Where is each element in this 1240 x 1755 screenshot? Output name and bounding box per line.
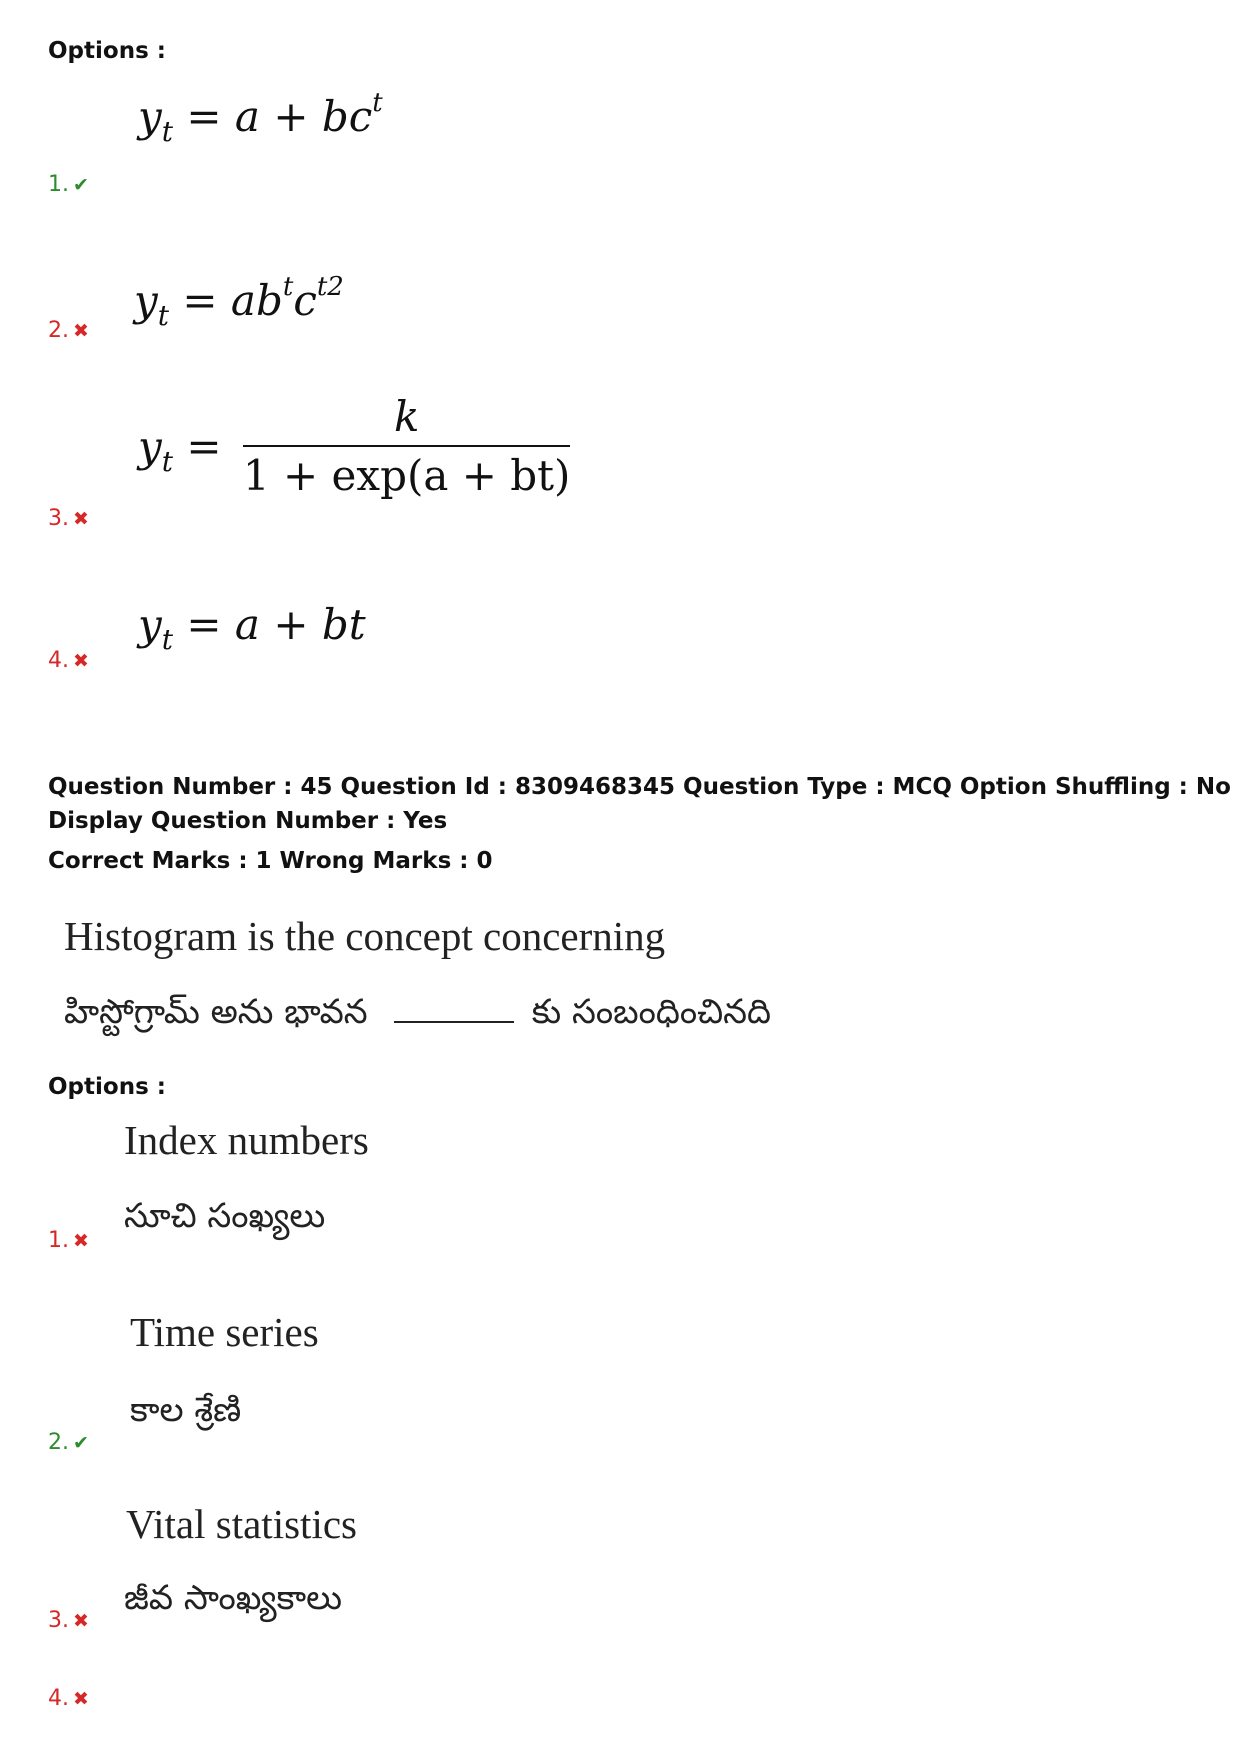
question-text-english: Histogram is the concept concerning <box>64 913 666 959</box>
formula-equals: = <box>186 600 222 649</box>
option-1-formula <box>138 88 383 148</box>
cross-icon: ✖ <box>73 1230 89 1252</box>
cross-icon: ✖ <box>73 1610 89 1632</box>
question-telugu-after: కు సంబంధించినది <box>531 992 772 1032</box>
option-number-text: 3. <box>48 506 69 531</box>
option-4-number <box>48 1686 89 1711</box>
options-label: Options : <box>48 38 166 64</box>
formula-numerator: k <box>393 392 420 441</box>
formula-var-y: y <box>138 600 162 649</box>
option-2-english: Time series <box>130 1309 319 1355</box>
option-1-number <box>48 1228 89 1253</box>
option-1-number <box>48 172 89 197</box>
formula-denominator: 1 + exp(a + bt) <box>243 445 571 500</box>
cross-icon: ✖ <box>73 320 89 342</box>
formula-superscript-1: t <box>282 272 294 302</box>
question-marks: Correct Marks : 1 Wrong Marks : 0 <box>48 848 493 874</box>
option-2-number <box>48 1430 89 1455</box>
option-3-english: Vital statistics <box>126 1501 357 1547</box>
option-number-text: 4. <box>48 1686 69 1711</box>
option-3-number <box>48 1608 89 1633</box>
option-number-text: 4. <box>48 648 69 673</box>
option-4-formula <box>138 600 366 656</box>
cross-icon: ✖ <box>73 1688 89 1710</box>
formula-fraction <box>243 392 571 500</box>
option-number-text: 2. <box>48 318 69 343</box>
formula-rhs: a + bc <box>234 92 373 141</box>
option-number-text: 1. <box>48 172 69 197</box>
formula-var-y: y <box>138 92 162 141</box>
cross-icon: ✖ <box>73 508 89 530</box>
cross-icon: ✖ <box>73 650 89 672</box>
formula-var-y: y <box>134 276 158 325</box>
option-2-telugu: కాల శ్రేణి <box>130 1390 242 1430</box>
options-label: Options : <box>48 1074 166 1100</box>
option-3-formula <box>138 392 570 500</box>
fill-in-blank <box>394 995 514 1023</box>
question-text-telugu <box>64 992 771 1040</box>
check-icon: ✔ <box>73 1432 89 1454</box>
formula-superscript: t <box>372 88 383 118</box>
option-4-number <box>48 648 89 673</box>
option-number-text: 1. <box>48 1228 69 1253</box>
formula-rhs-ab: ab <box>230 276 283 325</box>
option-2-number <box>48 318 89 343</box>
formula-equals: = <box>186 92 222 141</box>
option-3-telugu: జీవ సాంఖ్యకాలు <box>124 1578 342 1618</box>
formula-superscript-2: t2 <box>316 272 344 302</box>
question-meta-line-2: Display Question Number : Yes <box>48 808 448 834</box>
option-number-text: 2. <box>48 1430 69 1455</box>
question-telugu-before: హిస్టోగ్రామ్ అను భావన <box>64 992 368 1032</box>
formula-subscript: t <box>161 444 173 478</box>
option-3-number <box>48 506 89 531</box>
formula-rhs-c: c <box>293 276 317 325</box>
option-2-formula <box>134 272 344 332</box>
formula-var-y: y <box>138 421 162 471</box>
formula-subscript: t <box>157 299 169 332</box>
question-meta-line-1: Question Number : 45 Question Id : 8309468345 Question Type : MCQ Option Shuffling : No <box>48 774 1231 800</box>
formula-equals: = <box>182 276 218 325</box>
formula-subscript: t <box>161 115 173 148</box>
formula-subscript: t <box>161 623 173 656</box>
option-number-text: 3. <box>48 1608 69 1633</box>
formula-equals: = <box>186 421 222 471</box>
option-1-telugu: సూచి సంఖ్యలు <box>124 1196 326 1236</box>
check-icon: ✔ <box>73 174 89 196</box>
option-1-english: Index numbers <box>124 1117 369 1163</box>
formula-rhs: a + bt <box>234 600 366 649</box>
